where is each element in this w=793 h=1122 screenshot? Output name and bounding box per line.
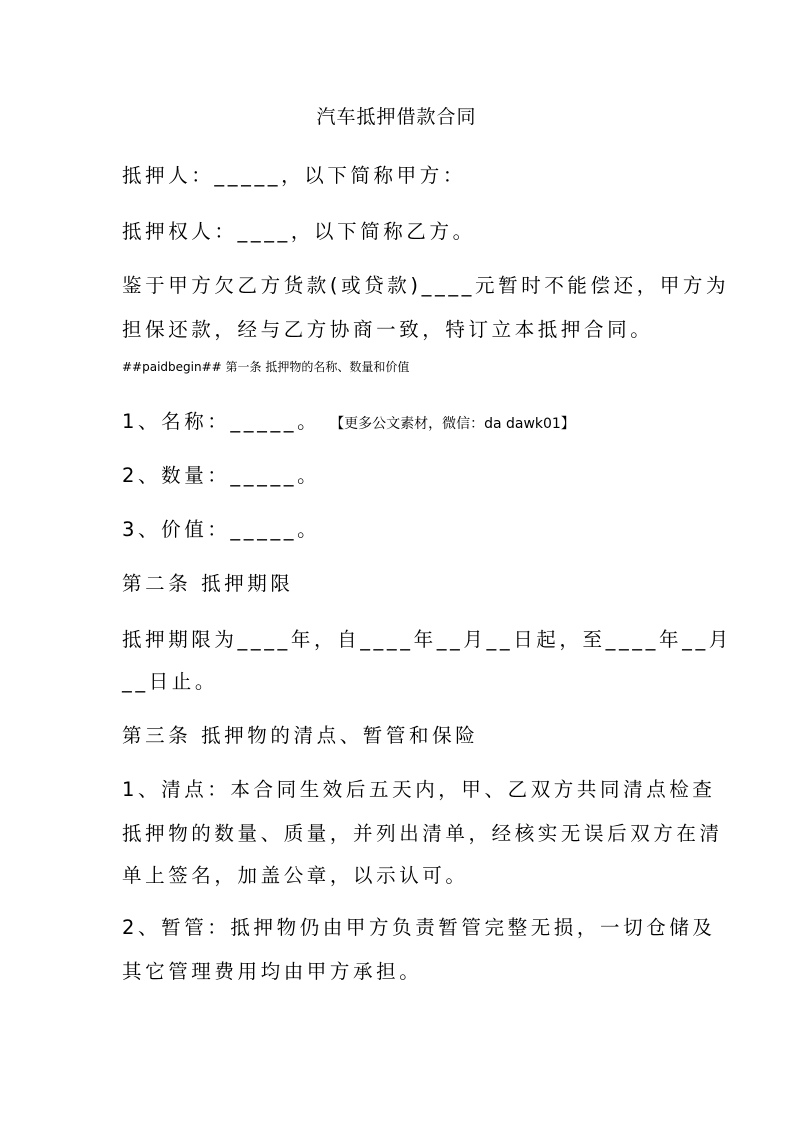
mortgagor-line: 抵押人：_____，以下简称甲方： [122,164,466,187]
inventory-line-2: 抵押物的数量、质量，并列出清单，经核实无误后双方在清 [122,822,723,845]
inventory-line-3: 单上签名，加盖公章，以示认可。 [122,864,469,887]
preamble-line-2: 担保还款，经与乙方协商一致，特订立本抵押合同。 [122,318,654,341]
article-three-heading: 第三条 抵押物的清点、暂管和保险 [122,724,479,747]
custody-line-2: 其它管理费用均由甲方承担。 [122,960,423,983]
promo-note: 【更多公文素材，微信：da dawk01】 [330,416,575,432]
custody-line-1: 2、暂管：抵押物仍由甲方负责暂管完整无损，一切仓储及 [122,916,716,939]
term-line-2: __日止。 [122,670,218,693]
item-quantity-line: 2、数量：_____。 [122,464,321,487]
item-name-text: 1、名称：_____。 [122,410,321,433]
term-line-1: 抵押期限为____年，自____年__月__日起，至____年__月 [122,628,732,651]
article-two-heading: 第二条 抵押期限 [122,572,294,595]
preamble-line-1: 鉴于甲方欠乙方货款(或贷款)____元暂时不能偿还，甲方为 [122,274,730,297]
paid-marker-article-one-heading: ##paidbegin## 第一条 抵押物的名称、数量和价值 [122,360,410,374]
document-title: 汽车抵押借款合同 [316,106,477,128]
inventory-line-1: 1、清点：本合同生效后五天内，甲、乙双方共同清点检查 [122,778,716,801]
item-name-line [122,406,575,434]
item-value-line: 3、价值：_____。 [122,518,321,541]
mortgagee-line: 抵押权人：____，以下简称乙方。 [122,220,476,243]
